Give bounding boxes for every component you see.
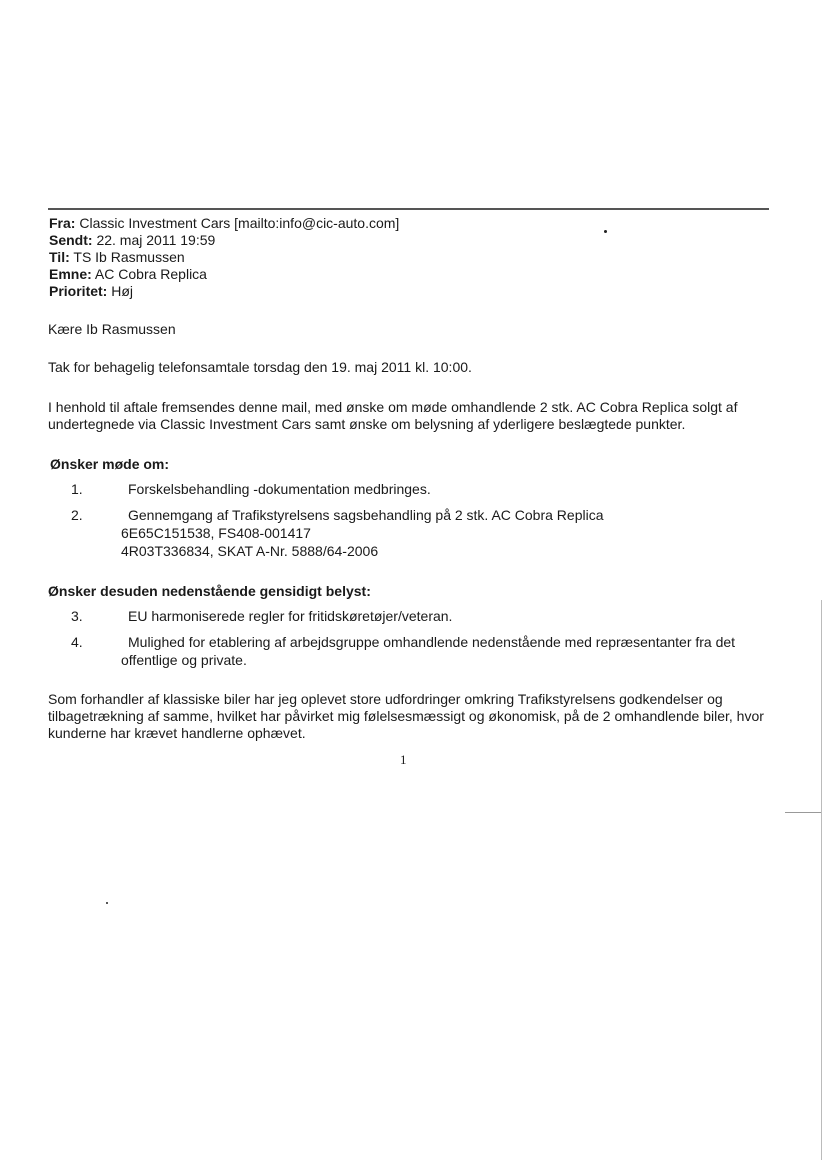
from-value: Classic Investment Cars [mailto:info@cic-auto.com] bbox=[79, 215, 400, 231]
clarify-heading: Ønsker desuden nedenstående gensidigt belyst: bbox=[48, 583, 371, 599]
vehicle-id-line: 6E65C151538, FS408-001417 bbox=[121, 525, 311, 541]
sent-row bbox=[49, 232, 399, 249]
to-value: TS Ib Rasmussen bbox=[73, 249, 185, 265]
purpose-paragraph: I henhold til aftale fremsendes denne mail, med ønske om møde omhandlende 2 stk. AC Cobra Replica solgt af undertegnede via Classic Investment Cars samt ønske om belysning af yderligere beslægtede punkter. bbox=[48, 399, 738, 432]
list-item-number: 2. bbox=[71, 507, 83, 523]
list-item-text: Mulighed for etablering af arbejdsgruppe omhandlende nedenstående med repræsentanter fra det bbox=[128, 634, 736, 650]
priority-label: Prioritet: bbox=[49, 283, 108, 299]
priority-value: Høj bbox=[111, 283, 134, 299]
subject-label: Emne: bbox=[49, 266, 92, 282]
scan-speck bbox=[106, 902, 108, 904]
header-divider bbox=[48, 208, 769, 210]
closing-paragraph: Som forhandler af klassiske biler har jeg oplevet store udfordringer omkring Trafikstyrelsens godkendelser og tilbagetrækning af samme, hvilket har påvirket mig følelsesmæssigt og økonomisk, på de 2 omhandlende biler, hvor kunderne har krævet handlerne ophævet. bbox=[48, 691, 764, 741]
list-item-text: Forskelsbehandling -dokumentation medbringes. bbox=[128, 481, 431, 497]
from-label: Fra: bbox=[49, 215, 76, 231]
priority-row bbox=[49, 283, 399, 300]
subject-value: AC Cobra Replica bbox=[94, 266, 207, 282]
list-item-number: 1. bbox=[71, 481, 83, 497]
list-item-text: EU harmoniserede regler for fritidskøretøjer/veteran. bbox=[128, 608, 453, 624]
scan-speck bbox=[604, 230, 607, 233]
list-item-number: 3. bbox=[71, 608, 83, 624]
sent-value: 22. maj 2011 19:59 bbox=[96, 232, 216, 248]
meeting-heading: Ønsker møde om: bbox=[50, 456, 170, 472]
subject-row bbox=[49, 266, 399, 283]
list-item-continuation: offentlige og private. bbox=[121, 652, 247, 668]
scan-edge-mark bbox=[785, 812, 821, 813]
vehicle-id-line: 4R03T336834, SKAT A-Nr. 5888/64-2006 bbox=[121, 543, 379, 559]
to-label: Til: bbox=[49, 249, 70, 265]
from-row bbox=[49, 215, 399, 232]
email-header bbox=[49, 215, 399, 300]
sent-label: Sendt: bbox=[49, 232, 93, 248]
to-row bbox=[49, 249, 399, 266]
page-number: 1 bbox=[400, 752, 407, 767]
list-item-number: 4. bbox=[71, 634, 83, 650]
scan-edge-line bbox=[821, 600, 822, 1160]
intro-paragraph: Tak for behagelig telefonsamtale torsdag den 19. maj 2011 kl. 10:00. bbox=[48, 359, 472, 375]
list-item-text: Gennemgang af Trafikstyrelsens sagsbehandling på 2 stk. AC Cobra Replica bbox=[128, 507, 604, 523]
greeting: Kære Ib Rasmussen bbox=[48, 321, 176, 337]
